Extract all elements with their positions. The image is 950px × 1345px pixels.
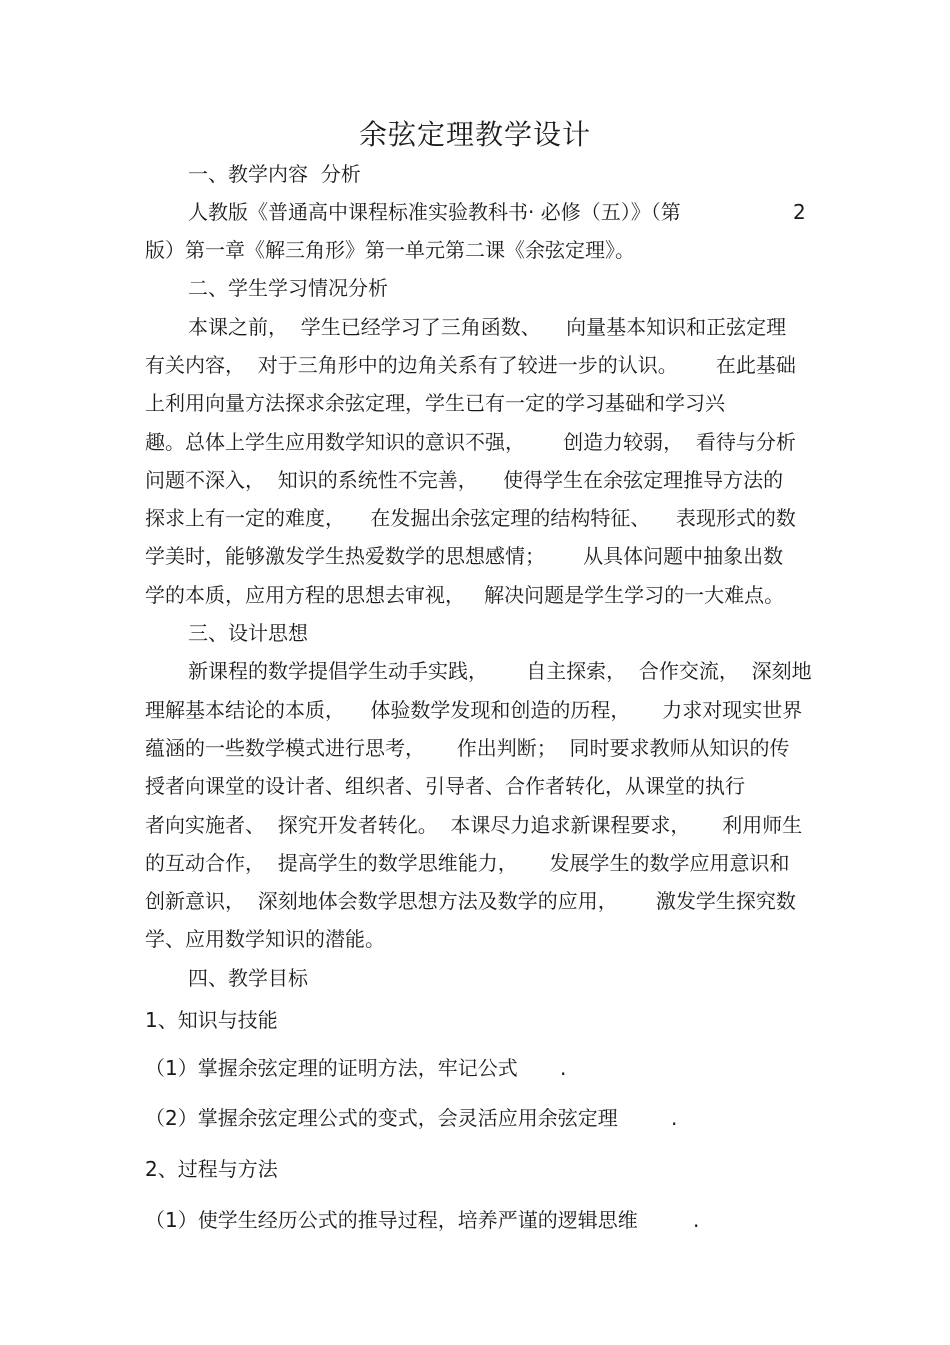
paragraph-line: 趣。总体上学生应用数学知识的意识不强， 创造力较弱， 看待与分析 xyxy=(145,430,796,454)
period-mark: . xyxy=(560,1056,567,1080)
paragraph-line: 学、应用数学知识的潜能。 xyxy=(145,927,385,951)
paragraph-line: 问题不深入， 知识的系统性不完善， 使得学生在余弦定理推导方法的 xyxy=(145,468,784,492)
period-mark: . xyxy=(671,1106,678,1130)
paragraph-line: 的互动合作， 提高学生的数学思维能力， 发展学生的数学应用意识和 xyxy=(145,851,790,875)
goal-item: （1）掌握余弦定理的证明方法，牢记公式 xyxy=(145,1056,518,1080)
paragraph-line: 人教版《普通高中课程标准实验教科书· 必修（五）》（第 xyxy=(188,200,681,224)
goal-item: （2）掌握余弦定理公式的变式，会灵活应用余弦定理 xyxy=(145,1106,618,1130)
subheading-knowledge: 1、知识与技能 xyxy=(145,1008,278,1032)
paragraph-line: 蕴涵的一些数学模式进行思考， 作出判断； 同时要求教师从知识的传 xyxy=(145,736,790,760)
document-title: 余弦定理教学设计 xyxy=(358,118,591,151)
period-mark: . xyxy=(693,1208,700,1232)
paragraph-line: 有关内容， 对于三角形中的边角关系有了较进一步的认识。 在此基础 xyxy=(145,353,796,377)
goal-item: （1）使学生经历公式的推导过程，培养严谨的逻辑思维 xyxy=(145,1208,638,1232)
section-heading-2: 二、学生学习情况分析 xyxy=(188,276,388,300)
paragraph-line: 版）第一章《解三角形》第一单元第二课《余弦定理》。 xyxy=(145,238,635,262)
paragraph-line: 创新意识， 深刻地体会数学思想方法及数学的应用， 激发学生探究数 xyxy=(145,889,796,913)
section-heading-1: 一、教学内容 分析 xyxy=(188,162,361,186)
paragraph-line: 上利用向量方法探求余弦定理，学生已有一定的学习基础和学习兴 xyxy=(145,391,725,415)
paragraph-line: 学美时，能够激发学生热爱数学的思想感情； 从具体问题中抽象出数 xyxy=(145,544,784,568)
paragraph-line: 理解基本结论的本质， 体验数学发现和创造的历程， 力求对现实世界 xyxy=(145,698,803,722)
subheading-process: 2、过程与方法 xyxy=(145,1157,278,1181)
paragraph-line: 授者向课堂的设计者、组织者、引导者、合作者转化，从课堂的执行 xyxy=(145,774,745,798)
paragraph-line: 探求上有一定的难度， 在发掘出余弦定理的结构特征、 表现形式的数 xyxy=(145,506,796,530)
edition-number: 2 xyxy=(793,200,806,224)
section-heading-4: 四、教学目标 xyxy=(188,966,308,990)
paragraph-line: 新课程的数学提倡学生动手实践， 自主探索， 合作交流， 深刻地 xyxy=(188,659,812,683)
section-heading-3: 三、设计思想 xyxy=(188,621,308,645)
paragraph-line: 学的本质，应用方程的思想去审视， 解决问题是学生学习的一大难点。 xyxy=(145,583,785,607)
paragraph-line: 者向实施者、 探究开发者转化。 本课尽力追求新课程要求， 利用师生 xyxy=(145,813,803,837)
paragraph-line: 本课之前， 学生已经学习了三角函数、 向量基本知识和正弦定理 xyxy=(188,315,787,339)
